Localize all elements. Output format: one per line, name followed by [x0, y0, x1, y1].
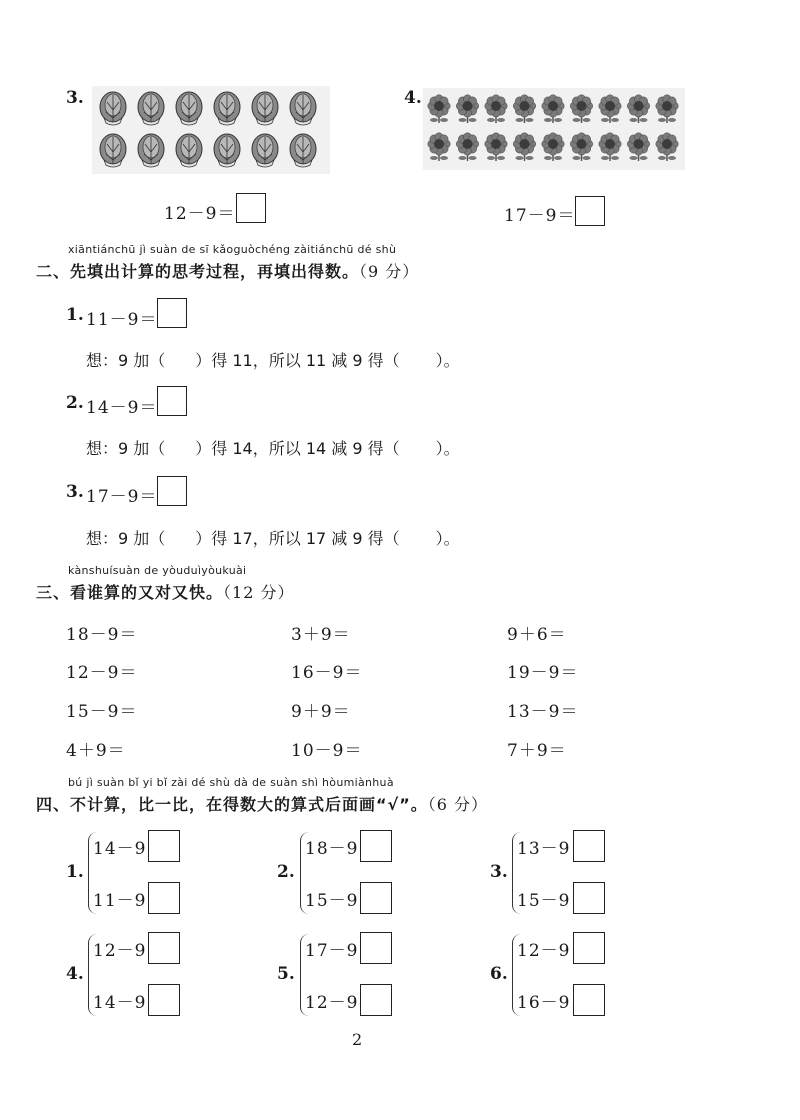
- flower-icon: [513, 133, 535, 161]
- section-4-heading: [36, 792, 488, 815]
- cabbage-icon: [214, 134, 240, 167]
- compare-expression: 15－9: [305, 891, 359, 911]
- flower-icon: [485, 133, 507, 161]
- flower-icon-grid: [423, 88, 685, 170]
- section-2-title: 二、先填出计算的思考过程，再填出得数。: [36, 262, 360, 281]
- check-box[interactable]: [360, 830, 392, 862]
- think-text: ）得 17，所以 17 减 9 得（: [195, 529, 400, 548]
- flower-panel: [423, 88, 685, 170]
- flower-icon: [428, 133, 450, 161]
- compare-expression: 17－9: [305, 941, 359, 961]
- answer-box[interactable]: [157, 298, 187, 328]
- s2-item-2-equation: 14－9＝: [86, 398, 158, 418]
- flower-icon: [627, 95, 649, 123]
- think-text: 想：9 加（: [86, 351, 166, 370]
- section-3-title: 三、看谁算的又对又快。: [36, 583, 224, 602]
- flower-icon: [456, 95, 478, 123]
- calc-item[interactable]: 7＋9＝: [507, 741, 567, 761]
- section-4-pinyin: bú jì suàn bǐ yi bǐ zài dé shù dà de suàn shì hòumiànhuà: [68, 776, 394, 789]
- cabbage-icon: [290, 92, 316, 125]
- page-number: 2: [352, 1030, 363, 1049]
- section-4-score: （6 分）: [427, 795, 488, 814]
- compare-expression: 12－9: [305, 993, 359, 1013]
- check-box[interactable]: [360, 932, 392, 964]
- flower-icon: [570, 95, 592, 123]
- flower-icon: [542, 95, 564, 123]
- s4-group-2-label: 2.: [277, 862, 295, 882]
- section-2-score: （9 分）: [359, 262, 420, 281]
- s2-item-2-label: 2.: [66, 393, 84, 413]
- s2-item-1-equation: 11－9＝: [86, 310, 158, 330]
- compare-expression: 16－9: [517, 993, 571, 1013]
- check-box[interactable]: [148, 932, 180, 964]
- compare-expression: 14－9: [93, 839, 147, 859]
- compare-expression: 14－9: [93, 993, 147, 1013]
- think-text: 想：9 加（: [86, 439, 166, 458]
- cabbage-icon: [176, 134, 202, 167]
- flower-icon: [599, 133, 621, 161]
- calc-item[interactable]: 10－9＝: [291, 741, 363, 761]
- cabbage-icon-grid: [92, 86, 330, 174]
- calc-item[interactable]: 9＋9＝: [291, 702, 351, 722]
- think-text: ）。: [435, 529, 460, 548]
- think-text: ）。: [435, 351, 460, 370]
- check-box[interactable]: [360, 984, 392, 1016]
- flower-icon: [570, 133, 592, 161]
- problem-3-label: 3.: [66, 88, 84, 108]
- s4-group-3-label: 3.: [490, 862, 508, 882]
- compare-expression: 15－9: [517, 891, 571, 911]
- answer-box[interactable]: [157, 386, 187, 416]
- compare-expression: 12－9: [517, 941, 571, 961]
- check-box[interactable]: [573, 830, 605, 862]
- flower-icon: [428, 95, 450, 123]
- calc-item[interactable]: 3＋9＝: [291, 625, 351, 645]
- s4-group-6-label: 6.: [490, 964, 508, 984]
- calc-item[interactable]: 13－9＝: [507, 702, 579, 722]
- compare-expression: 18－9: [305, 839, 359, 859]
- flower-icon: [599, 95, 621, 123]
- s2-item-2-think: [86, 436, 460, 459]
- calc-item[interactable]: 4＋9＝: [66, 741, 126, 761]
- answer-box[interactable]: [157, 476, 187, 506]
- flower-icon: [656, 133, 678, 161]
- calc-item[interactable]: 12－9＝: [66, 663, 138, 683]
- calc-item[interactable]: 9＋6＝: [507, 625, 567, 645]
- cabbage-icon: [176, 92, 202, 125]
- check-box[interactable]: [148, 830, 180, 862]
- flower-icon: [627, 133, 649, 161]
- s2-item-3-equation: 17－9＝: [86, 487, 158, 507]
- think-text: ）。: [435, 439, 460, 458]
- section-2-heading: [36, 259, 419, 282]
- check-box[interactable]: [148, 882, 180, 914]
- compare-expression: 12－9: [93, 941, 147, 961]
- section-3-heading: [36, 580, 294, 603]
- section-2-pinyin: xiāntiánchū jì suàn de sī kǎoguòchéng zàitiánchū dé shù: [68, 243, 397, 256]
- check-box[interactable]: [573, 984, 605, 1016]
- cabbage-panel: [92, 86, 330, 174]
- think-text: 想：9 加（: [86, 529, 166, 548]
- calc-item[interactable]: 15－9＝: [66, 702, 138, 722]
- answer-box[interactable]: [575, 196, 605, 226]
- think-text: ）得 11，所以 11 减 9 得（: [195, 351, 400, 370]
- problem-4-label: 4.: [404, 88, 422, 108]
- think-text: ）得 14，所以 14 减 9 得（: [195, 439, 400, 458]
- cabbage-icon: [138, 134, 164, 167]
- s2-item-1-label: 1.: [66, 305, 84, 325]
- flower-icon: [513, 95, 535, 123]
- s4-group-5-label: 5.: [277, 964, 295, 984]
- calc-item[interactable]: 18－9＝: [66, 625, 138, 645]
- s4-group-4-label: 4.: [66, 964, 84, 984]
- cabbage-icon: [252, 134, 278, 167]
- check-box[interactable]: [148, 984, 180, 1016]
- check-box[interactable]: [360, 882, 392, 914]
- check-box[interactable]: [573, 882, 605, 914]
- s2-item-3-label: 3.: [66, 482, 84, 502]
- cabbage-icon: [138, 92, 164, 125]
- flower-icon: [656, 95, 678, 123]
- cabbage-icon: [252, 92, 278, 125]
- compare-expression: 11－9: [93, 891, 147, 911]
- problem-3-equation: 12－9＝: [164, 204, 236, 224]
- section-3-pinyin: kànshuísuàn de yòuduìyòukuài: [68, 564, 247, 577]
- flower-icon: [485, 95, 507, 123]
- cabbage-icon: [290, 134, 316, 167]
- calc-item[interactable]: 16－9＝: [291, 663, 363, 683]
- section-4-title: 四、不计算，比一比，在得数大的算式后面画“√”。: [36, 795, 428, 814]
- flower-icon: [542, 133, 564, 161]
- s2-item-3-think: [86, 526, 460, 549]
- cabbage-icon: [214, 92, 240, 125]
- compare-expression: 13－9: [517, 839, 571, 859]
- answer-box[interactable]: [236, 193, 266, 223]
- problem-4-equation: 17－9＝: [504, 206, 576, 226]
- section-3-score: （12 分）: [223, 583, 295, 602]
- calc-item[interactable]: 19－9＝: [507, 663, 579, 683]
- s2-item-1-think: [86, 348, 460, 371]
- cabbage-icon: [100, 134, 126, 167]
- cabbage-icon: [100, 92, 126, 125]
- s4-group-1-label: 1.: [66, 862, 84, 882]
- flower-icon: [456, 133, 478, 161]
- check-box[interactable]: [573, 932, 605, 964]
